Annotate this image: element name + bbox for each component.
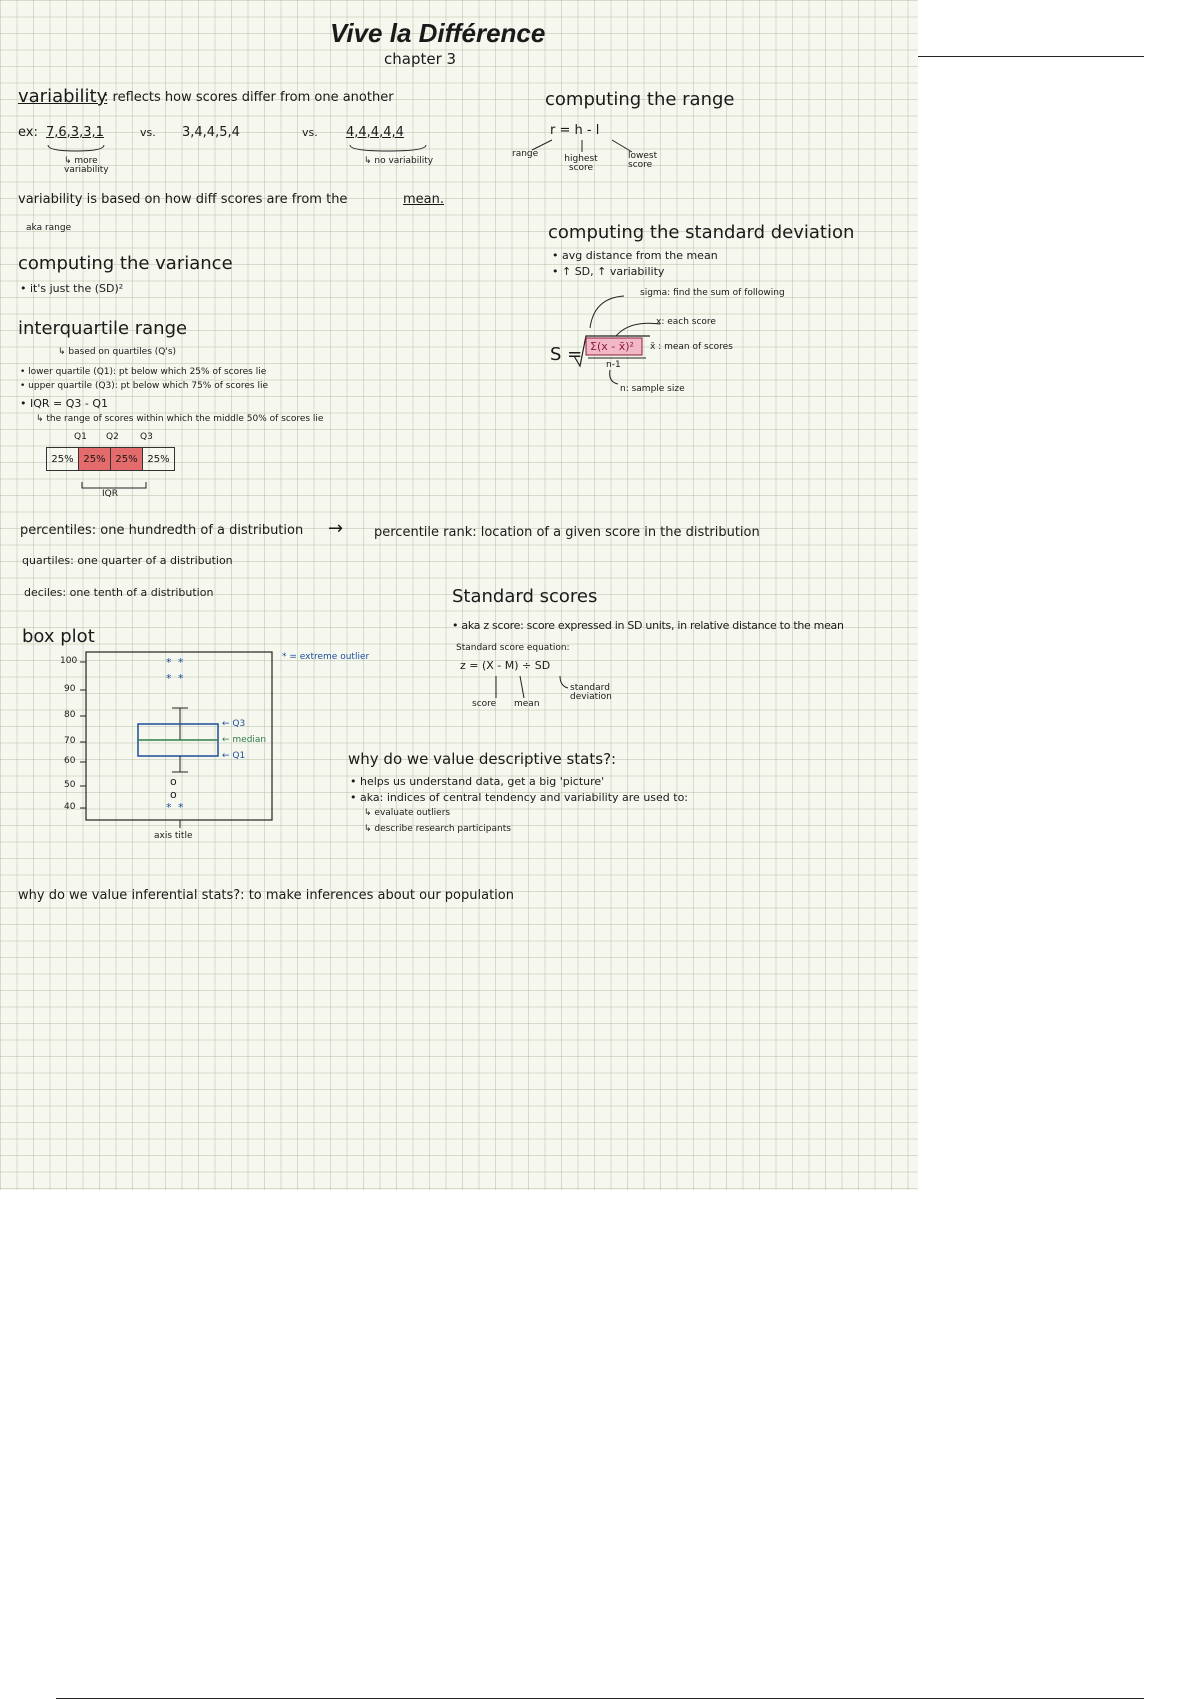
boxplot-y-tick-60: 60 bbox=[64, 756, 76, 766]
outlier-star-1b: * bbox=[178, 656, 184, 669]
iqr-bullet-4: ↳ the range of scores within which the middle 50% of scores lie bbox=[36, 414, 324, 424]
footer-divider bbox=[56, 1698, 1144, 1699]
boxplot-y-tick-50: 50 bbox=[64, 780, 76, 790]
outlier-o-2: o bbox=[170, 788, 177, 801]
iqr-heading: interquartile range bbox=[18, 318, 188, 339]
example-vs-1: vs. bbox=[140, 126, 156, 139]
standard-scores-heading: Standard scores bbox=[452, 586, 598, 607]
sd-bullet-2: • ↑ SD, ↑ variability bbox=[552, 265, 665, 278]
sd-xbar-note: x̄ : mean of scores bbox=[650, 342, 733, 352]
range-label-lowest: lowest score bbox=[628, 151, 658, 170]
example-set-2: 3,4,4,5,4 bbox=[182, 125, 240, 140]
descriptive-bullet-4: ↳ describe research participants bbox=[364, 824, 511, 834]
range-label-highest: highest score bbox=[564, 154, 598, 173]
sd-x-note: x: each score bbox=[656, 317, 716, 327]
iqr-cell-4: 25% bbox=[143, 448, 175, 471]
example-set-3: 4,4,4,4,4 bbox=[346, 125, 404, 140]
header-divider bbox=[918, 56, 1144, 57]
outlier-star-3a: * bbox=[166, 801, 172, 814]
iqr-q1-label: Q1 bbox=[74, 432, 87, 442]
boxplot-y-tick-90: 90 bbox=[64, 684, 76, 694]
variance-heading: computing the variance bbox=[18, 253, 233, 274]
boxplot-chart bbox=[0, 0, 1, 1]
standard-score-equation: z = (X - M) ÷ SD bbox=[460, 659, 551, 672]
percentiles-line: percentiles: one hundredth of a distribution bbox=[20, 523, 304, 538]
iqr-bullet-3: • IQR = Q3 - Q1 bbox=[20, 397, 109, 410]
standard-score-label-sd: standard deviation bbox=[570, 683, 612, 702]
boxplot-y-tick-100: 100 bbox=[60, 656, 78, 666]
iqr-q2-label: Q2 bbox=[106, 432, 119, 442]
descriptive-heading: why do we value descriptive stats?: bbox=[348, 750, 617, 768]
boxplot-median-label: ← median bbox=[222, 735, 267, 745]
percentile-rank: percentile rank: location of a given score in the distribution bbox=[374, 525, 760, 540]
sd-sigma-note: sigma: find the sum of following bbox=[640, 288, 785, 298]
example-set-1: 7,6,3,3,1 bbox=[46, 125, 104, 140]
iqr-cell-3: 25% bbox=[111, 448, 143, 471]
outlier-star-3b: * bbox=[178, 801, 184, 814]
variability-term: variability bbox=[18, 86, 108, 107]
range-heading: computing the range bbox=[545, 89, 735, 110]
iqr-bracket-label: IQR bbox=[102, 489, 118, 499]
boxplot-y-tick-70: 70 bbox=[64, 736, 76, 746]
variance-bullet: • it's just the (SD)² bbox=[20, 282, 124, 295]
quartiles-line: quartiles: one quarter of a distribution bbox=[22, 554, 233, 567]
sd-n-note: n: sample size bbox=[620, 384, 685, 394]
outlier-star-1a: * bbox=[166, 656, 172, 669]
descriptive-bullet-3: ↳ evaluate outliers bbox=[364, 808, 451, 818]
outlier-star-2b: * bbox=[178, 672, 184, 685]
iqr-cell-2: 25% bbox=[79, 448, 111, 471]
boxplot-q3-label: ← Q3 bbox=[222, 719, 246, 729]
boxplot-outlier-legend: * = extreme outlier bbox=[282, 652, 370, 662]
sd-denominator: n-1 bbox=[606, 360, 621, 370]
iqr-bullet-2: • upper quartile (Q3): pt below which 75% of scores lie bbox=[20, 381, 269, 391]
standard-score-label-score: score bbox=[472, 699, 497, 709]
range-formula: r = h - l bbox=[550, 123, 600, 138]
descriptive-bullet-1: • helps us understand data, get a big 'picture' bbox=[350, 775, 605, 788]
variability-based-on: variability is based on how diff scores are from the bbox=[18, 192, 348, 207]
sd-bullet-1: • avg distance from the mean bbox=[552, 249, 718, 262]
more-variability-note: ↳ more variability bbox=[64, 156, 109, 175]
range-label-range: range bbox=[512, 149, 539, 159]
variability-definition: : reflects how scores differ from one another bbox=[104, 90, 394, 105]
example-vs-2: vs. bbox=[302, 126, 318, 139]
sd-heading: computing the standard deviation bbox=[548, 222, 855, 243]
example-prefix: ex: bbox=[18, 125, 38, 140]
iqr-sub: ↳ based on quartiles (Q's) bbox=[58, 347, 177, 357]
standard-score-eq-label: Standard score equation: bbox=[456, 643, 570, 653]
no-variability-note: ↳ no variability bbox=[364, 156, 434, 166]
sd-lhs: S = bbox=[550, 344, 583, 365]
boxplot-x-title: axis title bbox=[154, 831, 193, 841]
outlier-o-1: o bbox=[170, 775, 177, 788]
standard-scores-bullet: • aka z score: score expressed in SD units, in relative distance to the mean bbox=[452, 619, 844, 632]
boxplot-heading: box plot bbox=[22, 626, 95, 647]
boxplot-y-tick-40: 40 bbox=[64, 802, 76, 812]
page-subtitle: chapter 3 bbox=[384, 50, 457, 68]
standard-score-label-mean: mean bbox=[514, 699, 540, 709]
page-title: Vive la Différence bbox=[330, 18, 546, 48]
inferential-line: why do we value inferential stats?: to make inferences about our population bbox=[18, 888, 514, 903]
iqr-bullet-1: • lower quartile (Q1): pt below which 25% of scores lie bbox=[20, 367, 267, 377]
mean-word: mean. bbox=[403, 192, 444, 207]
boxplot-q1-label: ← Q1 bbox=[222, 751, 246, 761]
iqr-q3-label: Q3 bbox=[140, 432, 153, 442]
percentiles-arrow: → bbox=[328, 518, 344, 539]
deciles-line: deciles: one tenth of a distribution bbox=[24, 586, 214, 599]
descriptive-bullet-2: • aka: indices of central tendency and variability are used to: bbox=[350, 791, 689, 804]
boxplot-y-tick-80: 80 bbox=[64, 710, 76, 720]
sd-numerator: Σ(x - x̄)² bbox=[590, 340, 634, 353]
aka-range: aka range bbox=[26, 223, 72, 233]
outlier-star-2a: * bbox=[166, 672, 172, 685]
iqr-cell-1: 25% bbox=[47, 448, 79, 471]
iqr-quartile-table bbox=[46, 447, 175, 471]
